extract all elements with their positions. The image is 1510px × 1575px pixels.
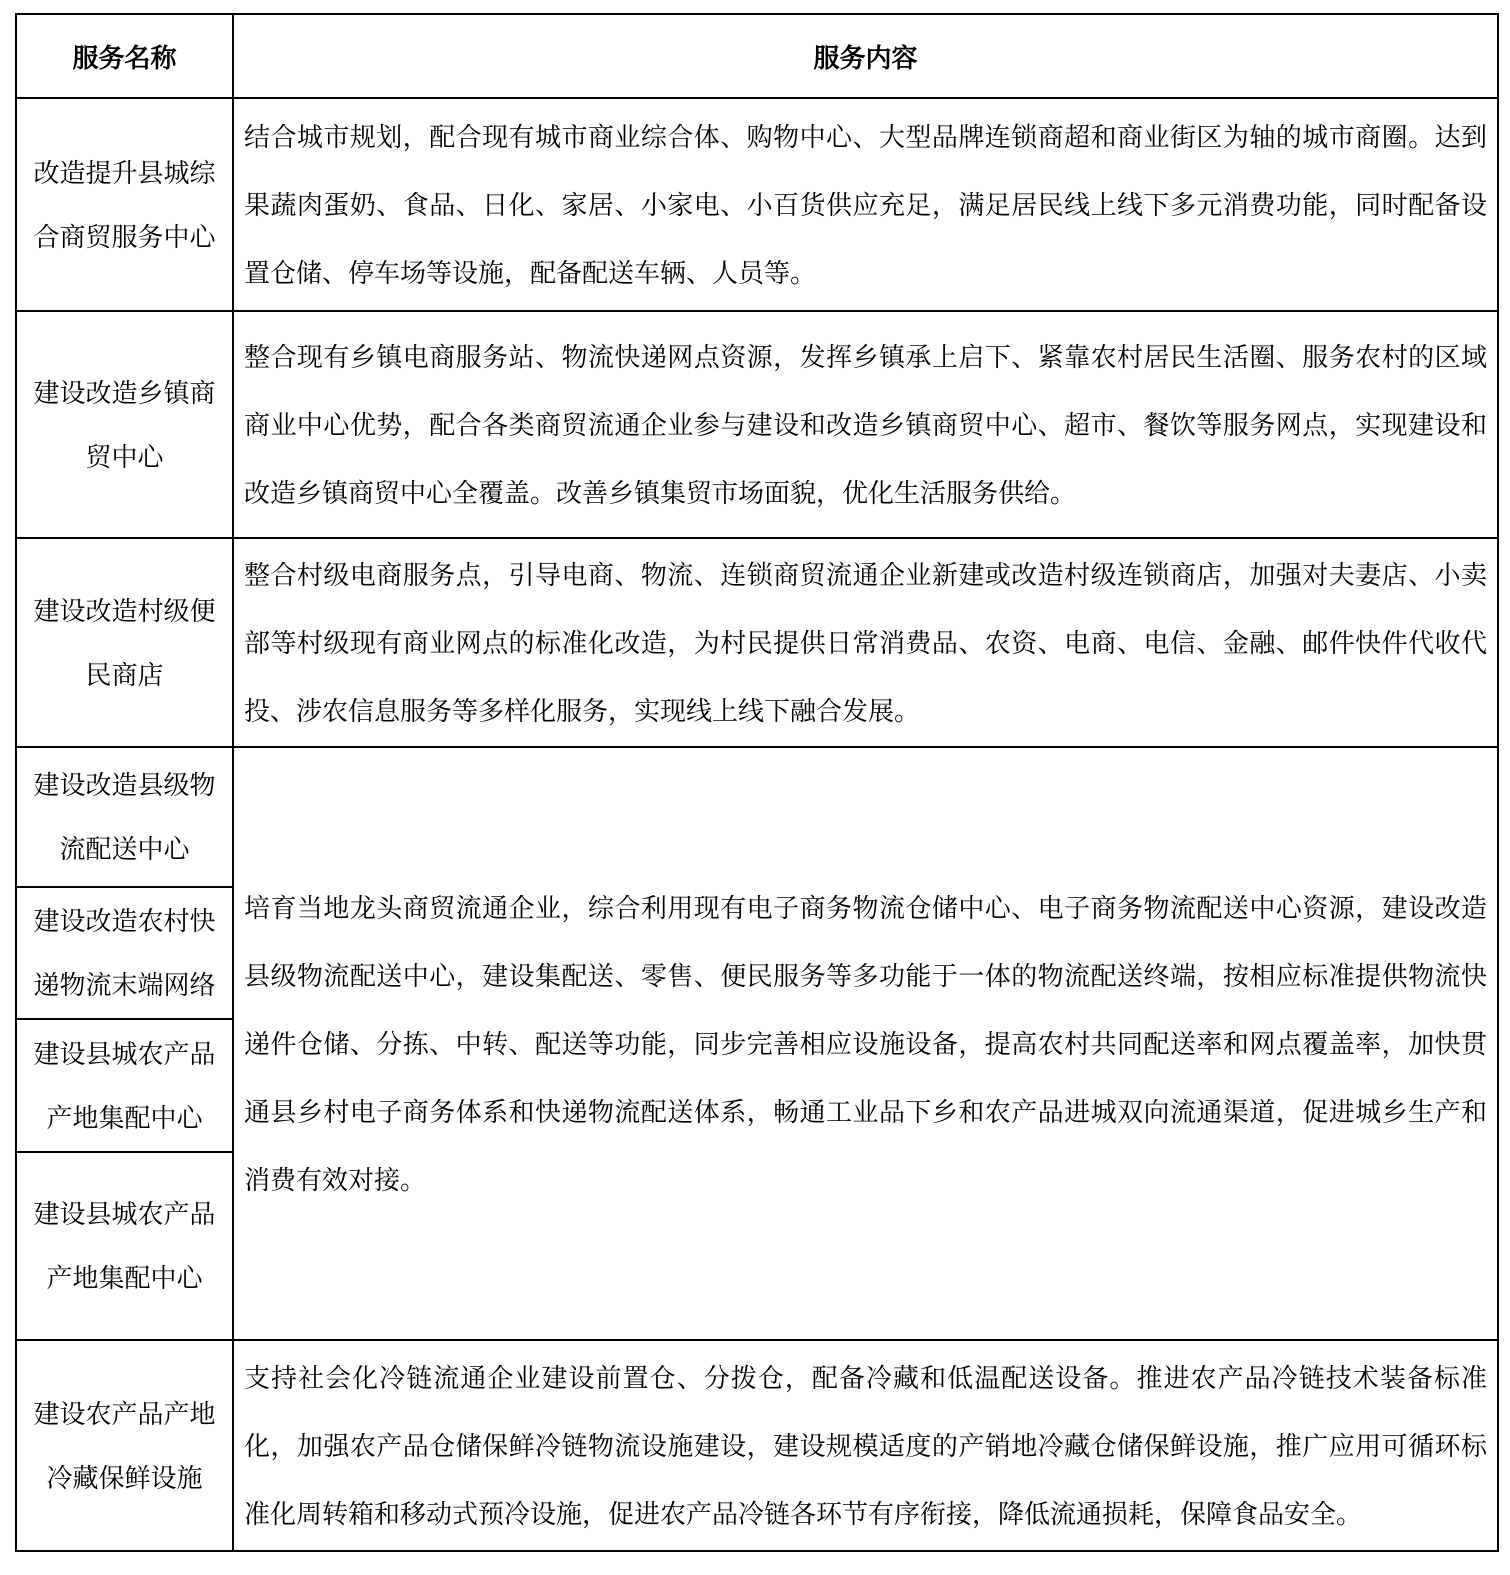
service-name-cell-7: 建设县城农产品产地集配中心	[16, 1152, 233, 1340]
col-header-service-content: 服务内容	[233, 14, 1498, 98]
service-content-cell-3: 整合村级电商服务点，引导电商、物流、连锁商贸流通企业新建或改造村级连锁商店，加强对夫妻店、小卖部等村级现有商业网点的标准化改造，为村民提供日常消费品、农资、电商、电信、金融、邮件快件代收代投、涉农信息服务等多样化服务，实现线上线下融合发展。	[233, 538, 1498, 747]
service-content-cell-2: 整合现有乡镇电商服务站、物流快递网点资源，发挥乡镇承上启下、紧靠农村居民生活圈、服务农村的区域商业中心优势，配合各类商贸流通企业参与建设和改造乡镇商贸中心、超市、餐饮等服务网点，实现建设和改造乡镇商贸中心全覆盖。改善乡镇集贸市场面貌，优化生活服务供给。	[233, 311, 1498, 538]
table-row	[16, 311, 1498, 538]
service-name-cell-4: 建设改造县级物流配送中心	[16, 747, 233, 887]
table-header-row	[16, 14, 1498, 98]
table-row	[16, 538, 1498, 747]
service-content-cell-merged: 培育当地龙头商贸流通企业，综合利用现有电子商务物流仓储中心、电子商务物流配送中心资源，建设改造县级物流配送中心，建设集配送、零售、便民服务等多功能于一体的物流配送终端，按相应标准提供物流快递件仓储、分拣、中转、配送等功能，同步完善相应设施设备，提高农村共同配送率和网点覆盖率，加快贯通县乡村电子商务体系和快递物流配送体系，畅通工业品下乡和农产品进城双向流通渠道，促进城乡生产和消费有效对接。	[233, 747, 1498, 1340]
service-content-cell-1: 结合城市规划，配合现有城市商业综合体、购物中心、大型品牌连锁商超和商业街区为轴的城市商圈。达到果蔬肉蛋奶、食品、日化、家居、小家电、小百货供应充足，满足居民线上线下多元消费功能，同时配备设置仓储、停车场等设施，配备配送车辆、人员等。	[233, 98, 1498, 311]
service-name-cell-1: 改造提升县城综合商贸服务中心	[16, 98, 233, 311]
table-row	[16, 98, 1498, 311]
document-page	[0, 13, 1510, 1575]
service-name-cell-6: 建设县城农产品产地集配中心	[16, 1019, 233, 1152]
service-content-cell-8: 支持社会化冷链流通企业建设前置仓、分拨仓，配备冷藏和低温配送设备。推进农产品冷链技术装备标准化，加强农产品仓储保鲜冷链物流设施建设，建设规模适度的产销地冷藏仓储保鲜设施，推广应用可循环标准化周转箱和移动式预冷设施，促进农产品冷链各环节有序衔接，降低流通损耗，保障食品安全。	[233, 1340, 1498, 1551]
service-name-cell-3: 建设改造村级便民商店	[16, 538, 233, 747]
table-row	[16, 1340, 1498, 1551]
service-name-cell-8: 建设农产品产地冷藏保鲜设施	[16, 1340, 233, 1551]
service-name-cell-2: 建设改造乡镇商贸中心	[16, 311, 233, 538]
table-row	[16, 747, 1498, 887]
col-header-service-name: 服务名称	[16, 14, 233, 98]
service-name-cell-5: 建设改造农村快递物流末端网络	[16, 887, 233, 1019]
services-table	[15, 13, 1499, 1552]
